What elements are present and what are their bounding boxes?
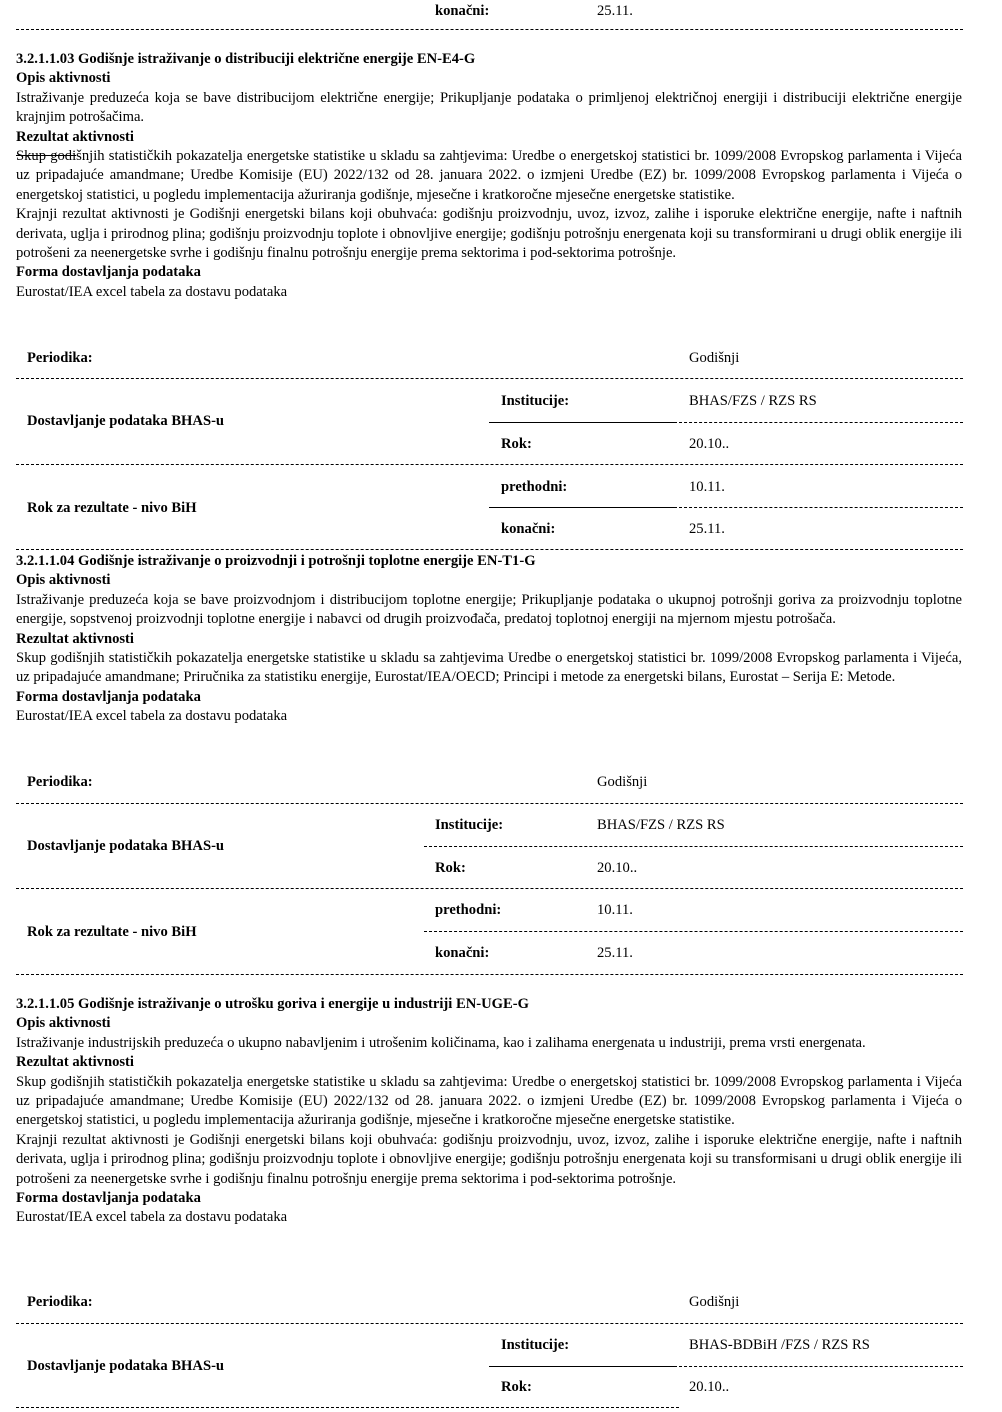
divider (16, 29, 963, 30)
divider (16, 464, 963, 465)
rezultat-text-final: Krajnji rezultat aktivnosti je Godišnji energetski bilans koji obuhvaća: godišnju proizvodnju, uvoz, izvoz, zalihe i isporuke električne energije, nafte i naftnih derivata, uglja i prirodnog plina; godišnju proizvodnju toplote i obnovljive energije; godišnju potrošnju energenata koji su transformirani u drugi oblik energije ili potrošeni za neenergetske svrhe i godišnju finalnu potrošnju energije prema sektorima i pod-sektorima potrošnje. (16, 206, 962, 262)
periodika-label: Periodika: (27, 350, 93, 366)
konacni-value: 25.11. (689, 521, 725, 537)
institucije-label: Institucije: (501, 1337, 570, 1353)
divider (674, 1366, 963, 1367)
top-konacni-value: 25.11. (597, 3, 633, 19)
prethodni-label: prethodni: (435, 902, 502, 918)
forma-text: Eurostat/IEA excel tabela za dostavu podataka (16, 1209, 288, 1226)
rezultat-heading: Rezultat aktivnosti (16, 1054, 134, 1071)
divider (16, 974, 963, 975)
rok-label: Rok: (501, 1379, 532, 1395)
divider (16, 378, 963, 379)
divider (489, 1366, 674, 1367)
prethodni-value: 10.11. (597, 902, 633, 918)
divider (424, 846, 963, 847)
top-konacni-label: konačni: (435, 3, 490, 19)
forma-heading: Forma dostavljanja podataka (16, 688, 201, 705)
section-en-uge-g (16, 995, 962, 1228)
periodika-value: Godišnji (689, 1294, 740, 1310)
institucije-value: BHAS/FZS / RZS RS (597, 817, 725, 833)
struck-text: Skup godi (16, 148, 77, 165)
opis-text: Istraživanje industrijskih preduzeća o ukupno nabavljenim i utrošenim količinama, kao i zalihama energenata u industriji, prema vrsti energenata. (16, 1034, 866, 1051)
rok-value: 20.10.. (689, 1379, 730, 1395)
divider (424, 931, 963, 932)
divider (674, 422, 963, 423)
divider (16, 1407, 679, 1408)
opis-text: Istraživanje preduzeća koja se bave proizvodnjom i distribucijom toplotne energije; Prikupljanje podataka o ukupnoj potrošnji goriva za proizvodnju toplotne energije, sopstvenoj proizvodnji toplotne energije i nabavci od drugih proizvođača, predatoj toplotnoj energiji na mjernom mjestu potrošača. (16, 591, 962, 628)
section-en-e4-g (16, 50, 962, 302)
prethodni-value: 10.11. (689, 479, 725, 495)
rok-label: Rok: (501, 436, 532, 452)
rezultat-heading: Rezultat aktivnosti (16, 128, 134, 145)
forma-heading: Forma dostavljanja podataka (16, 1190, 201, 1207)
opis-heading: Opis aktivnosti (16, 1015, 111, 1032)
opis-heading: Opis aktivnosti (16, 572, 111, 589)
forma-text: Eurostat/IEA excel tabela za dostavu podataka (16, 283, 288, 300)
periodika-label: Periodika: (27, 774, 93, 790)
rok-value: 20.10.. (689, 436, 730, 452)
konacni-value: 25.11. (597, 945, 633, 961)
rezultati-label: Rok za rezultate - nivo BiH (27, 924, 197, 940)
section-title: 3.2.1.1.04 Godišnje istraživanje o proizvodnji i potrošnji toplotne energije EN-T1-G (16, 553, 536, 569)
opis-heading: Opis aktivnosti (16, 70, 111, 87)
rok-value: 20.10.. (597, 860, 638, 876)
section-title: 3.2.1.1.05 Godišnje istraživanje o utrošku goriva i energije u industriji EN-UGE-G (16, 996, 529, 1012)
opis-text: Istraživanje preduzeća koja se bave distribucijom električne energije; Prikupljanje podataka o primljenoj električnoj energiji i distribuciji električne energije krajnjim potrošačima. (16, 89, 962, 126)
section-title: 3.2.1.1.03 Godišnje istraživanje o distribuciji električne energije EN-E4-G (16, 51, 476, 67)
rezultati-label: Rok za rezultate - nivo BiH (27, 500, 197, 516)
dostavljanje-label: Dostavljanje podataka BHAS-u (27, 413, 225, 429)
divider (489, 507, 674, 508)
forma-heading: Forma dostavljanja podataka (16, 264, 201, 281)
konacni-label: konačni: (435, 945, 490, 961)
divider (489, 422, 674, 423)
divider (16, 888, 963, 889)
institucije-label: Institucije: (435, 817, 504, 833)
institucije-value: BHAS-BDBiH /FZS / RZS RS (689, 1337, 870, 1353)
periodika-value: Godišnji (689, 350, 740, 366)
dostavljanje-label: Dostavljanje podataka BHAS-u (27, 838, 225, 854)
institucije-label: Institucije: (501, 393, 570, 409)
dostavljanje-label: Dostavljanje podataka BHAS-u (27, 1358, 225, 1374)
divider (16, 549, 963, 550)
divider (16, 1323, 963, 1324)
rezultat-text: Skup godišnjih statističkih pokazatelja energetske statistike u skladu sa zahtjevima Uredbe o energetskoj statistici br. 1099/2008 Evropskog parlamenta i Vijeća, uz pripadajuće amandmane; Priručnika za statistiku energije, Eurostat/IEA/OECD; Principi i metode za energetski bilans, Eurostat – Serija E: Metode. (16, 650, 962, 686)
institucije-value: BHAS/FZS / RZS RS (689, 393, 817, 409)
prethodni-label: prethodni: (501, 479, 568, 495)
konacni-label: konačni: (501, 521, 556, 537)
rezultat-text: Skup godišnjih statističkih pokazatelja energetske statistike u skladu sa zahtjevima: Uredbe o energetskoj statistici br. 1099/2008 Evropskog parlamenta i Vijeća uz pripadajuće amandmane; Uredbe Komisije (EU) 2022/132 od 28. januara 2022. o izmjeni Uredbe (EZ) br. 1099/2008 Evropskog parlamenta i Vijeća o energetskoj statistici, u pogledu implementacija ažuriranja godišnje, mjesečne i kratkoročne mjesečne energetske statistike. (16, 1073, 962, 1129)
rezultat-heading: Rezultat aktivnosti (16, 630, 134, 647)
periodika-label: Periodika: (27, 1294, 93, 1310)
section-en-t1-g (16, 552, 962, 727)
rezultat-text: Skup godišnjih statističkih pokazatelja energetske statistike u skladu sa zahtjevima: Uredbe o energetskoj statistici br. 1099/2008 Evropskog parlamenta i Vijeća uz pripadajuće amandmane; Uredbe Komisije (EU) 2022/132 od 28. januara 2022. o izmjeni Uredbe (EZ) br. 1099/2008 Evropskog parlamenta i Vijeća o energetskoj statistici, u pogledu implementacija ažuriranja godišnje, mjesečne i kratkoročne mjesečne energetske statistike. (16, 148, 962, 203)
divider (16, 803, 963, 804)
periodika-value: Godišnji (597, 774, 648, 790)
forma-text: Eurostat/IEA excel tabela za dostavu podataka (16, 708, 288, 725)
rezultat-text-final: Krajnji rezultat aktivnosti je Godišnji energetski bilans koji obuhvaća: godišnju proizvodnju, uvoz, izvoz, zalihe i isporuke električne energije, nafte i naftnih derivata, uglja i prirodnog plina; godišnju proizvodnju toplote i obnovljive energije; godišnju potrošnju energenata koji su transformisani u drugi oblik energije ili potrošeni za neenergetske svrhe i godišnju finalnu potrošnju energije prema sektorima i pod-sektorima potrošnje. (16, 1131, 962, 1187)
divider (674, 507, 963, 508)
rok-label: Rok: (435, 860, 466, 876)
